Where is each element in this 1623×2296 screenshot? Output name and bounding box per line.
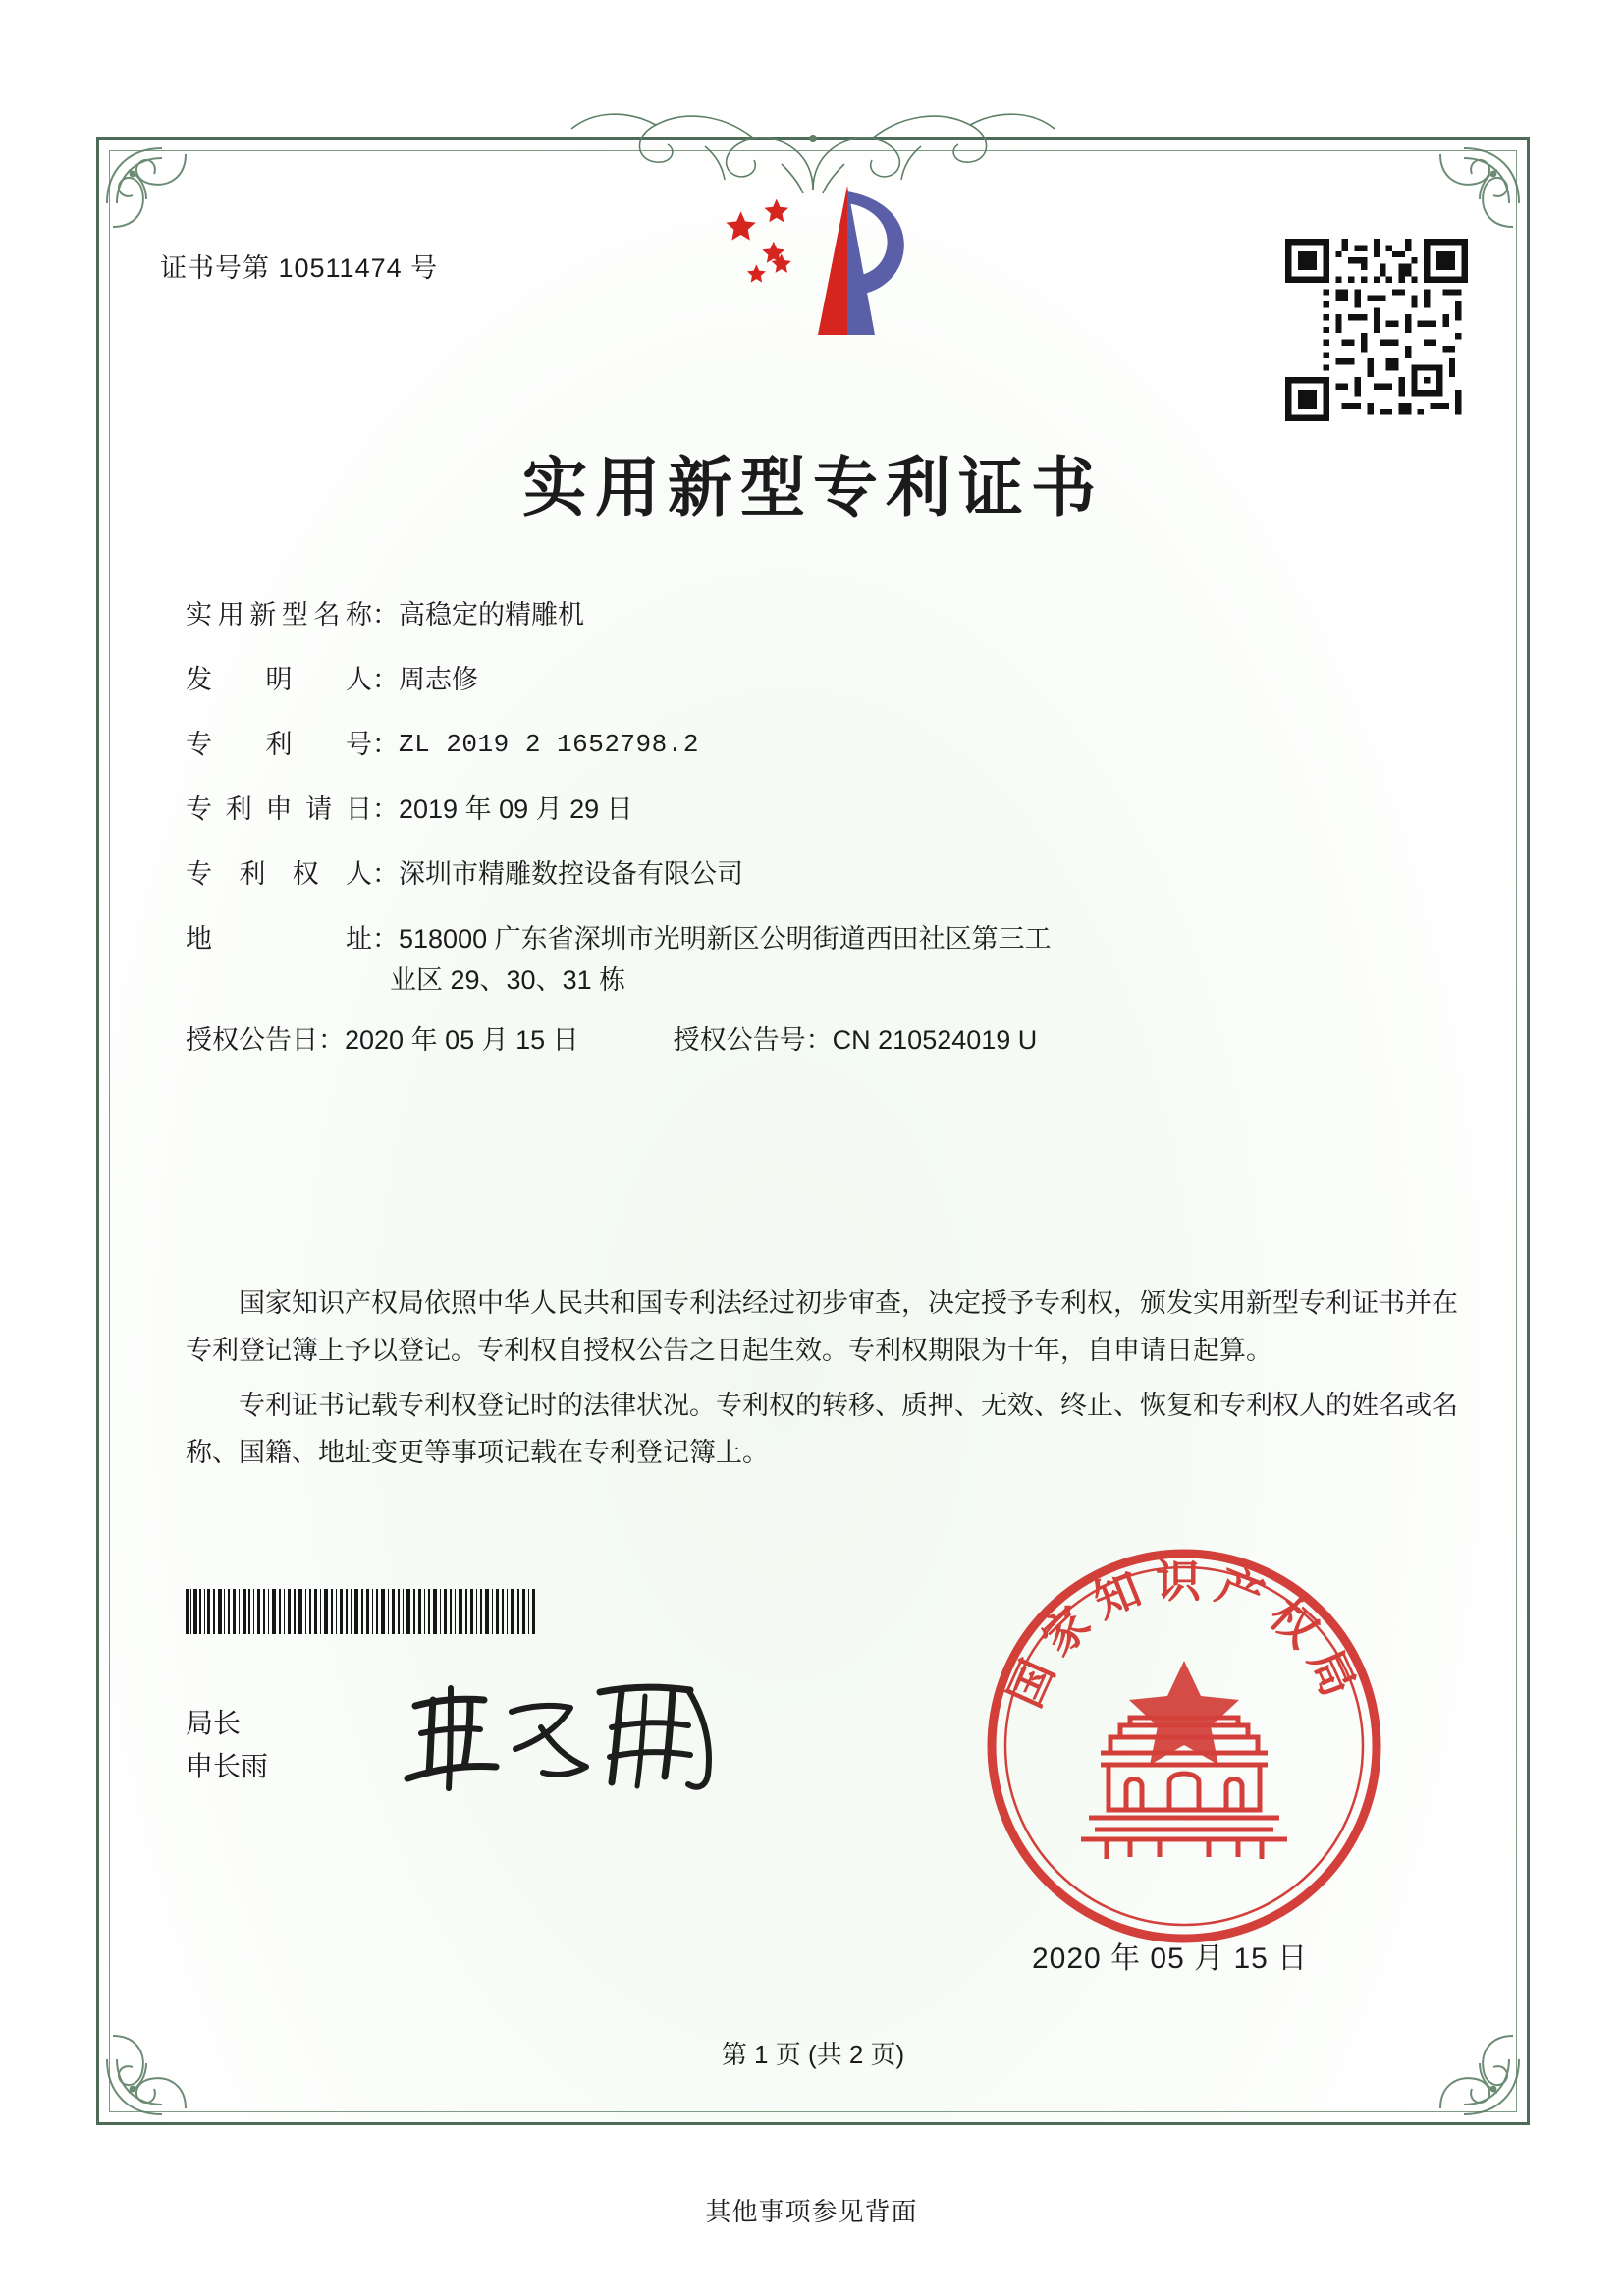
field-label-application-date: 专 利 申 请 日 xyxy=(186,794,372,824)
paragraph-2: 专利证书记载专利权登记时的法律状况。专利权的转移、质押、无效、终止、恢复和专利权人的姓名或名称、国籍、地址变更等事项记载在专利登记簿上。 xyxy=(186,1391,1458,1467)
official-seal xyxy=(983,1545,1385,1947)
field-value-address-line2: 业区 29、30、31 栋 xyxy=(390,965,626,995)
signature-block xyxy=(186,1702,268,1788)
field-colon: ： xyxy=(372,665,399,694)
signature-role-label: 局长 xyxy=(186,1708,242,1738)
field-row-address xyxy=(186,926,1464,953)
field-colon: ： xyxy=(372,730,399,759)
footnote: 其他事项参见背面 xyxy=(705,2197,918,2226)
field-label-patentee: 专 利 权 人 xyxy=(186,859,372,889)
certificate-number: 证书号第 10511474 号 xyxy=(160,253,439,283)
seal-date: 2020 年 05 月 15 日 xyxy=(1032,1942,1309,1975)
field-colon: ： xyxy=(372,600,399,629)
field-value-application-date: 2019 年 09 月 29 日 xyxy=(399,794,633,824)
field-row-application-date xyxy=(186,796,1464,823)
field-label-grant-number: 授权公告号 xyxy=(673,1025,806,1055)
qr-code xyxy=(1285,239,1468,421)
body-text xyxy=(186,1280,1458,1484)
field-label-grant-date: 授权公告日 xyxy=(186,1025,318,1055)
page-indicator: 第 1 页 (共 2 页) xyxy=(721,2040,905,2069)
barcode xyxy=(186,1589,539,1634)
handwritten-signature-icon xyxy=(394,1672,747,1800)
cnipa-logo-icon xyxy=(700,178,926,364)
field-label-name: 实 用 新 型 名 称 xyxy=(186,600,372,629)
field-value-grant-date: 2020 年 05 月 15 日 xyxy=(345,1025,579,1055)
field-value-address: 518000 广东省深圳市光明新区公明街道西田社区第三工 xyxy=(399,924,1052,954)
paragraph-1: 国家知识产权局依照中华人民共和国专利法经过初步审查，决定授予专利权，颁发实用新型专利证书并在专利登记簿上予以登记。专利权自授权公告之日起生效。专利权期限为十年，自申请日起算。 xyxy=(186,1288,1458,1365)
field-value-name: 高稳定的精雕机 xyxy=(399,600,584,629)
field-row-patent-number xyxy=(186,732,1464,758)
field-label-address: 地 址 xyxy=(186,924,372,954)
field-row-inventor xyxy=(186,667,1464,693)
corner-ornament-icon xyxy=(103,144,221,262)
field-label-inventor: 发 明 人 xyxy=(186,665,372,694)
field-colon: ： xyxy=(372,794,399,824)
field-row-name xyxy=(186,602,1464,629)
seal-top-text: 国家知识产权局 xyxy=(998,1555,1371,1716)
field-value-patent-number: ZL 2019 2 1652798.2 xyxy=(399,730,699,759)
field-row-patentee xyxy=(186,861,1464,888)
page-title: 实用新型专利证书 xyxy=(522,449,1104,525)
certificate-frame xyxy=(96,137,1530,2125)
signature-name: 申长雨 xyxy=(186,1751,269,1781)
field-colon: ： xyxy=(318,1025,345,1055)
field-value-grant-number: CN 210524019 U xyxy=(832,1025,1038,1055)
field-value-patentee: 深圳市精雕数控设备有限公司 xyxy=(399,859,743,889)
field-colon: ： xyxy=(372,859,399,889)
field-colon: ： xyxy=(805,1025,833,1055)
field-row-grant xyxy=(186,1027,1464,1054)
field-colon: ： xyxy=(372,924,399,954)
field-list xyxy=(186,602,1464,1073)
field-label-patent-number: 专 利 号 xyxy=(186,730,372,759)
field-value-inventor: 周志修 xyxy=(399,665,478,694)
